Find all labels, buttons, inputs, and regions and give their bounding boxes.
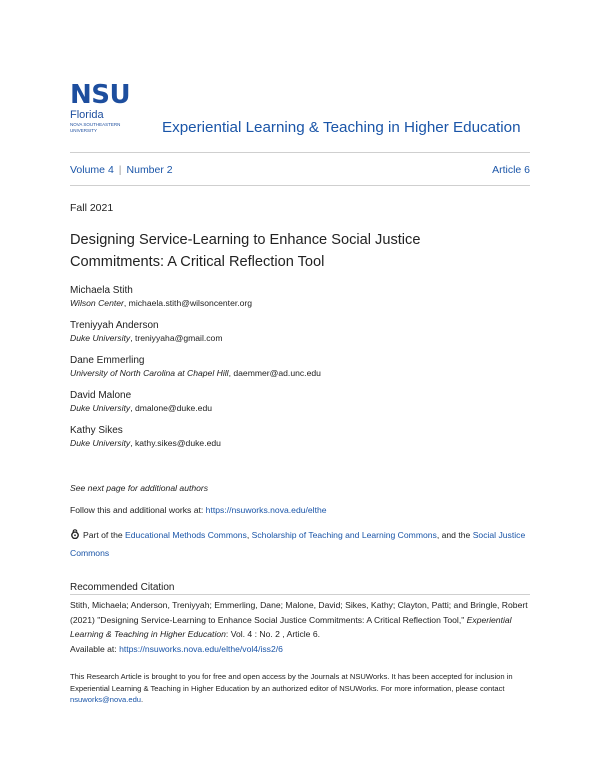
number-link[interactable]: Number 2 <box>126 164 173 176</box>
author-item <box>70 284 530 309</box>
follow-line <box>70 505 327 515</box>
author-name: Dane Emmerling <box>70 355 145 366</box>
author-email: , dmalone@duke.edu <box>130 403 213 413</box>
author-affiliation <box>70 437 530 449</box>
follow-link[interactable]: https://nsuworks.nova.edu/elthe <box>205 505 327 515</box>
follow-text: Follow this and additional works at: <box>70 505 206 515</box>
issue-breadcrumb <box>70 164 173 176</box>
author-institution: Duke University <box>70 403 131 413</box>
author-item <box>70 354 530 379</box>
footer-notice <box>70 671 540 706</box>
author-email: , michaela.stith@wilsoncenter.org <box>123 298 253 308</box>
citation-text <box>70 598 540 656</box>
author-email: , daemmer@ad.unc.edu <box>228 368 321 378</box>
author-institution: University of North Carolina at Chapel Hill <box>70 368 229 378</box>
author-name: Treniyyah Anderson <box>70 320 159 331</box>
issue-separator: | <box>118 164 122 176</box>
citation-authors: Stith, Michaela; Anderson, Treniyyah; Emmerling, Dane; Malone, David; Sikes, Kathy; Clayton, Patti; and Bringle, Robert (2021) "Designing Service-Learning to Enhance Social Justice Commitments: A Critical Reflection Tool," <box>70 600 528 625</box>
citation-volume: : Vol. 4 : No. 2 , Article 6. <box>225 629 321 639</box>
additional-authors-note: See next page for additional authors <box>70 483 209 493</box>
journal-title-link[interactable]: Experiential Learning & Teaching in Higher Education <box>162 119 521 136</box>
author-item <box>70 319 530 344</box>
header-divider <box>70 152 530 153</box>
author-list <box>70 284 530 459</box>
logo-mark: NSU <box>70 80 131 110</box>
author-affiliation <box>70 367 530 379</box>
author-name: Kathy Sikes <box>70 425 123 436</box>
contact-email-link[interactable]: nsuworks@nova.edu <box>70 695 142 704</box>
author-institution: Duke University <box>70 438 131 448</box>
logo-florida: Florida <box>70 109 104 121</box>
logo-university-name: NOVA SOUTHEASTERN UNIVERSITY <box>70 122 121 133</box>
educational-methods-commons-link[interactable]: Educational Methods Commons <box>125 530 247 540</box>
citation-divider <box>70 594 530 595</box>
author-name: Michaela Stith <box>70 285 133 296</box>
recommended-citation-heading: Recommended Citation <box>70 582 175 593</box>
partof-comma: , <box>246 530 252 540</box>
part-of-commons <box>70 526 535 562</box>
author-institution: Duke University <box>70 333 131 343</box>
author-affiliation <box>70 332 530 344</box>
article-number-link[interactable]: Article 6 <box>492 164 530 176</box>
author-name: David Malone <box>70 390 132 401</box>
author-affiliation <box>70 402 530 414</box>
partof-and: , and the <box>436 530 473 540</box>
author-institution: Wilson Center <box>70 298 124 308</box>
citation-journal: Experiential Learning & Teaching in Higher Education <box>70 614 512 639</box>
publication-date: Fall 2021 <box>70 202 114 214</box>
footer-text: This Research Article is brought to you for free and open access by the Journals at NSUWorks. It has been accepted for inclusion in Experiential Learning & Teaching in Higher Education by an authorized editor of NSUWorks. For more information, please contact <box>70 672 513 693</box>
nsu-logo <box>70 82 140 133</box>
article-title: Designing Service-Learning to Enhance Social Justice Commitments: A Critical Reflection Tool <box>70 232 421 270</box>
volume-link[interactable]: Volume 4 <box>70 164 114 176</box>
footer-end: . <box>141 695 144 704</box>
social-justice-commons-link[interactable]: Social Justice Commons <box>70 530 526 558</box>
issue-divider <box>70 185 530 186</box>
author-item <box>70 389 530 414</box>
author-email: , kathy.sikes@duke.edu <box>130 438 221 448</box>
scholarship-commons-link[interactable]: Scholarship of Teaching and Learning Commons <box>251 530 437 540</box>
citation-link[interactable]: https://nsuworks.nova.edu/elthe/vol4/iss2/6 <box>119 643 283 654</box>
author-email: , treniyyaha@gmail.com <box>130 333 223 343</box>
author-item <box>70 424 530 449</box>
partof-prefix: Part of the <box>83 530 126 540</box>
citation-available-label: Available at: <box>70 643 120 654</box>
author-affiliation <box>70 297 530 309</box>
open-access-icon <box>70 529 80 539</box>
